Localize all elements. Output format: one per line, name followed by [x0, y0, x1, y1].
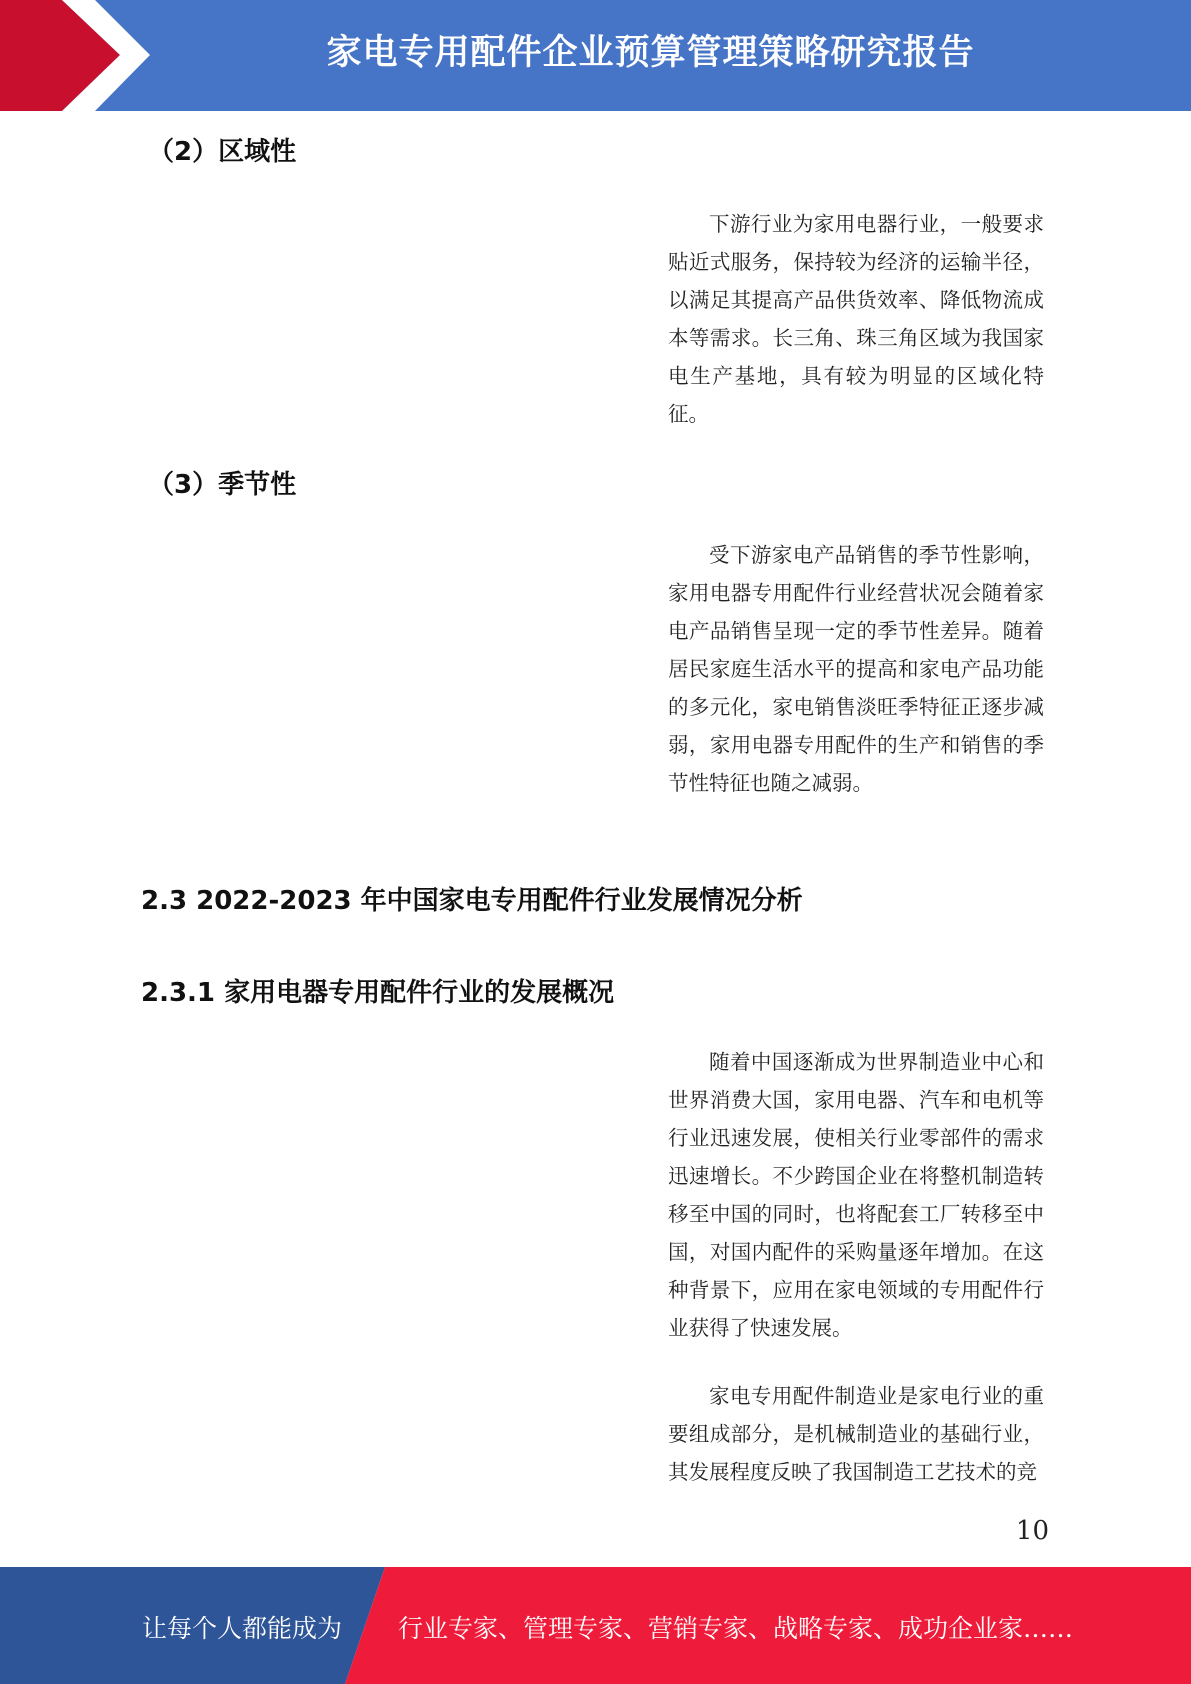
footer-slogan-right: 行业专家、管理专家、营销专家、战略专家、成功企业家……: [398, 1614, 1074, 1643]
footer-slogan-left: 让每个人都能成为: [142, 1614, 343, 1643]
page-header: [0, 0, 1191, 111]
paragraph-development-overview: 随着中国逐渐成为世界制造业中心和世界消费大国，家用电器、汽车和电机等行业迅速发展，使相关行业零部件的需求迅速增长。不少跨国企业在将整机制造转移至中国的同时，也将配套工厂转移至中国，对国内配件的采购量逐年增加。在这种背景下，应用在家电领域的专用配件行业获得了快速发展。: [668, 1050, 1044, 1340]
heading-regional: （2）区域性: [148, 137, 297, 167]
heading-section-2-3: 2.3 2022-2023 年中国家电专用配件行业发展情况分析: [141, 886, 803, 916]
heading-section-2-3-1: 2.3.1 家用电器专用配件行业的发展概况: [141, 978, 615, 1008]
paragraph-regional: 下游行业为家用电器行业，一般要求贴近式服务，保持较为经济的运输半径，以满足其提高产品供货效率、降低物流成本等需求。长三角、珠三角区域为我国家电生产基地，具有较为明显的区域化特征。: [668, 212, 1044, 426]
paragraph-manufacturing-importance: 家电专用配件制造业是家电行业的重要组成部分，是机械制造业的基础行业，其发展程度反映了我国制造工艺技术的竞: [668, 1384, 1044, 1484]
heading-seasonal: （3）季节性: [148, 470, 297, 500]
page-number: 10: [1015, 1516, 1049, 1546]
paragraph-seasonal: 受下游家电产品销售的季节性影响，家用电器专用配件行业经营状况会随着家电产品销售呈现一定的季节性差异。随着居民家庭生活水平的提高和家电产品功能的多元化，家电销售淡旺季特征正逐步减弱，家用电器专用配件的生产和销售的季节性特征也随之减弱。: [668, 543, 1044, 795]
page-footer: [0, 1567, 1191, 1684]
report-title: 家电专用配件企业预算管理策略研究报告: [326, 33, 975, 73]
